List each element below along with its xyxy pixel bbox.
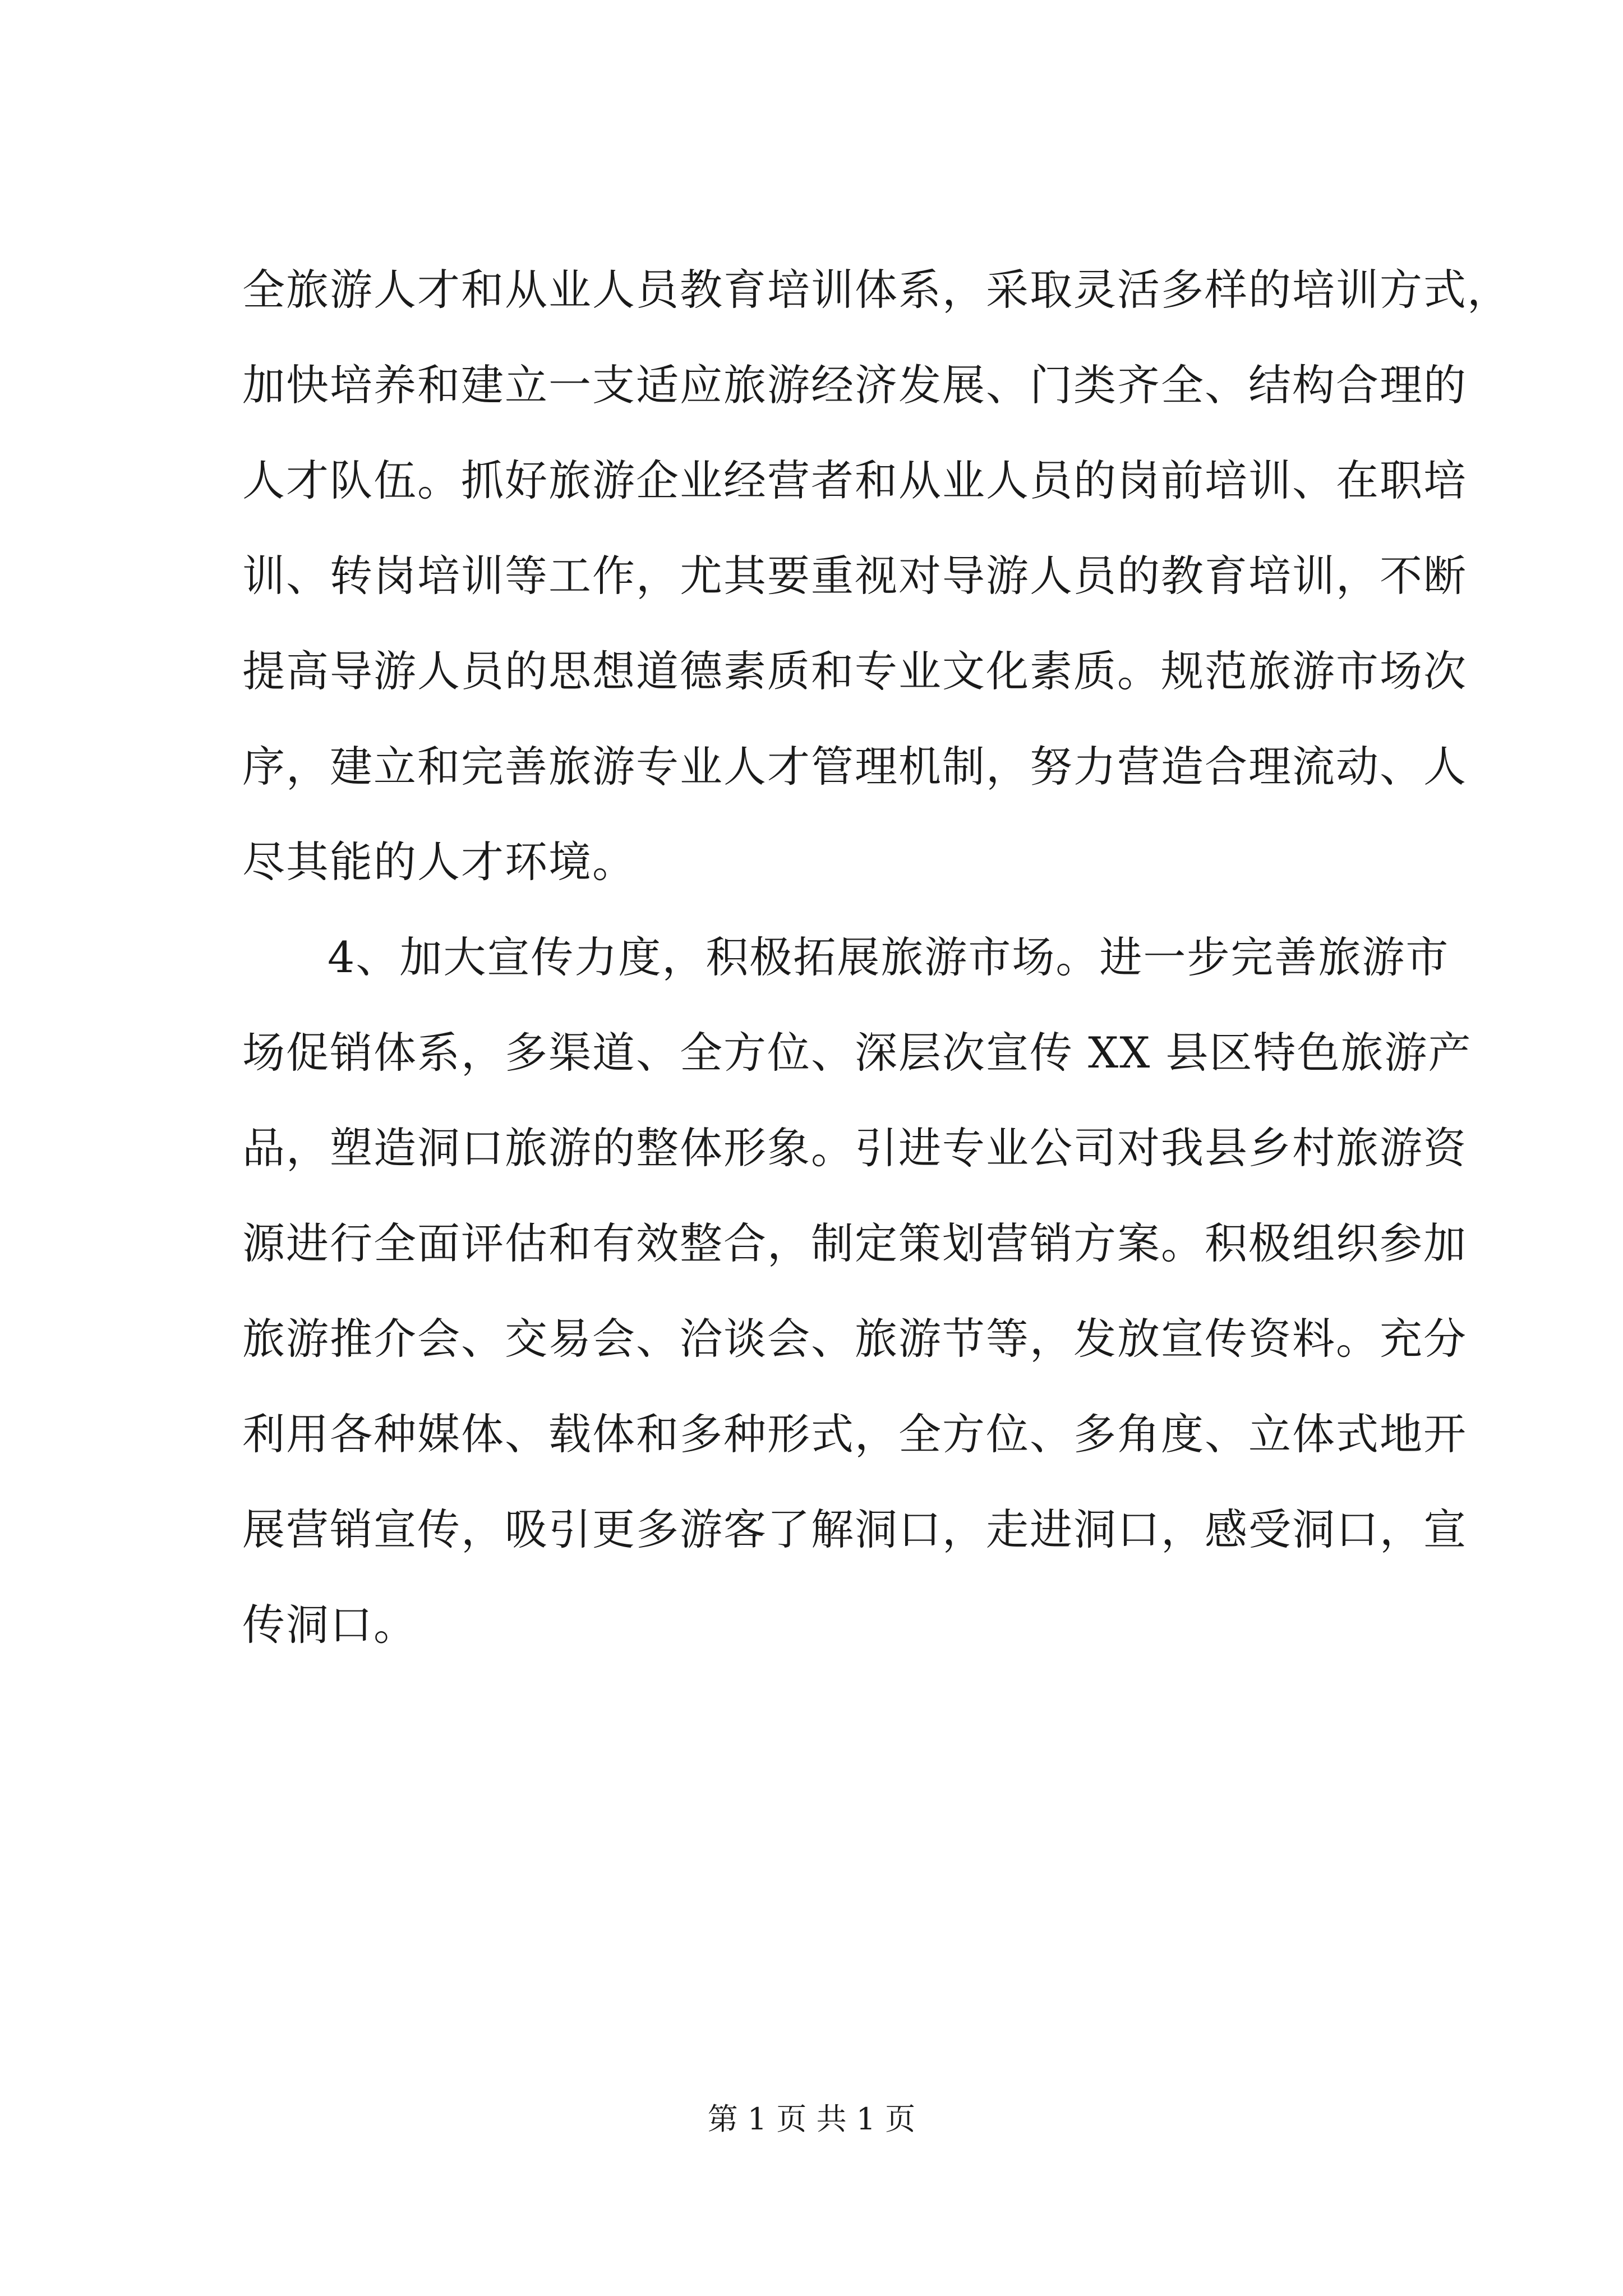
document-body bbox=[242, 242, 1511, 1673]
paragraph-2-line-6: 利用各种媒体、载体和多种形式，全方位、多角度、立体式地开 bbox=[242, 1409, 1467, 1459]
paragraph-1-line-4: 训、转岗培训等工作，尤其要重视对导游人员的教育培训，不断 bbox=[242, 551, 1467, 601]
paragraph-1-line-3: 人才队伍。抓好旅游企业经营者和从业人员的岗前培训、在职培 bbox=[242, 455, 1467, 505]
paragraph-2-line-8: 传洞口。 bbox=[242, 1600, 417, 1650]
paragraph-1-line-2: 加快培养和建立一支适应旅游经济发展、门类齐全、结构合理的 bbox=[242, 360, 1467, 410]
paragraph-1-line-5: 提高导游人员的思想道德素质和专业文化素质。规范旅游市场次 bbox=[242, 646, 1467, 696]
paragraph-2-line-2: 场促销体系，多渠道、全方位、深层次宣传 XX 县区特色旅游产 bbox=[242, 1028, 1472, 1078]
paragraph-1-line-7: 尽其能的人才环境。 bbox=[242, 837, 636, 887]
paragraph-1-line-6: 序，建立和完善旅游专业人才管理机制，努力营造合理流动、人 bbox=[242, 742, 1467, 792]
paragraph-2-line-4: 源进行全面评估和有效整合，制定策划营销方案。积极组织参加 bbox=[242, 1218, 1467, 1268]
paragraph-2-line-1: 4、加大宣传力度，积极拓展旅游市场。进一步完善旅游市 bbox=[328, 932, 1450, 982]
page-number-footer: 第 1 页 共 1 页 bbox=[707, 2101, 916, 2137]
paragraph-2-line-5: 旅游推介会、交易会、洽谈会、旅游节等，发放宣传资料。充分 bbox=[242, 1314, 1467, 1364]
paragraph-2-line-7: 展营销宣传，吸引更多游客了解洞口，走进洞口，感受洞口，宣 bbox=[242, 1504, 1467, 1554]
paragraph-1-line-1: 全旅游人才和从业人员教育培训体系，采取灵活多样的培训方式， bbox=[242, 265, 1511, 315]
paragraph-2-line-3: 品，塑造洞口旅游的整体形象。引进专业公司对我县乡村旅游资 bbox=[242, 1123, 1467, 1173]
